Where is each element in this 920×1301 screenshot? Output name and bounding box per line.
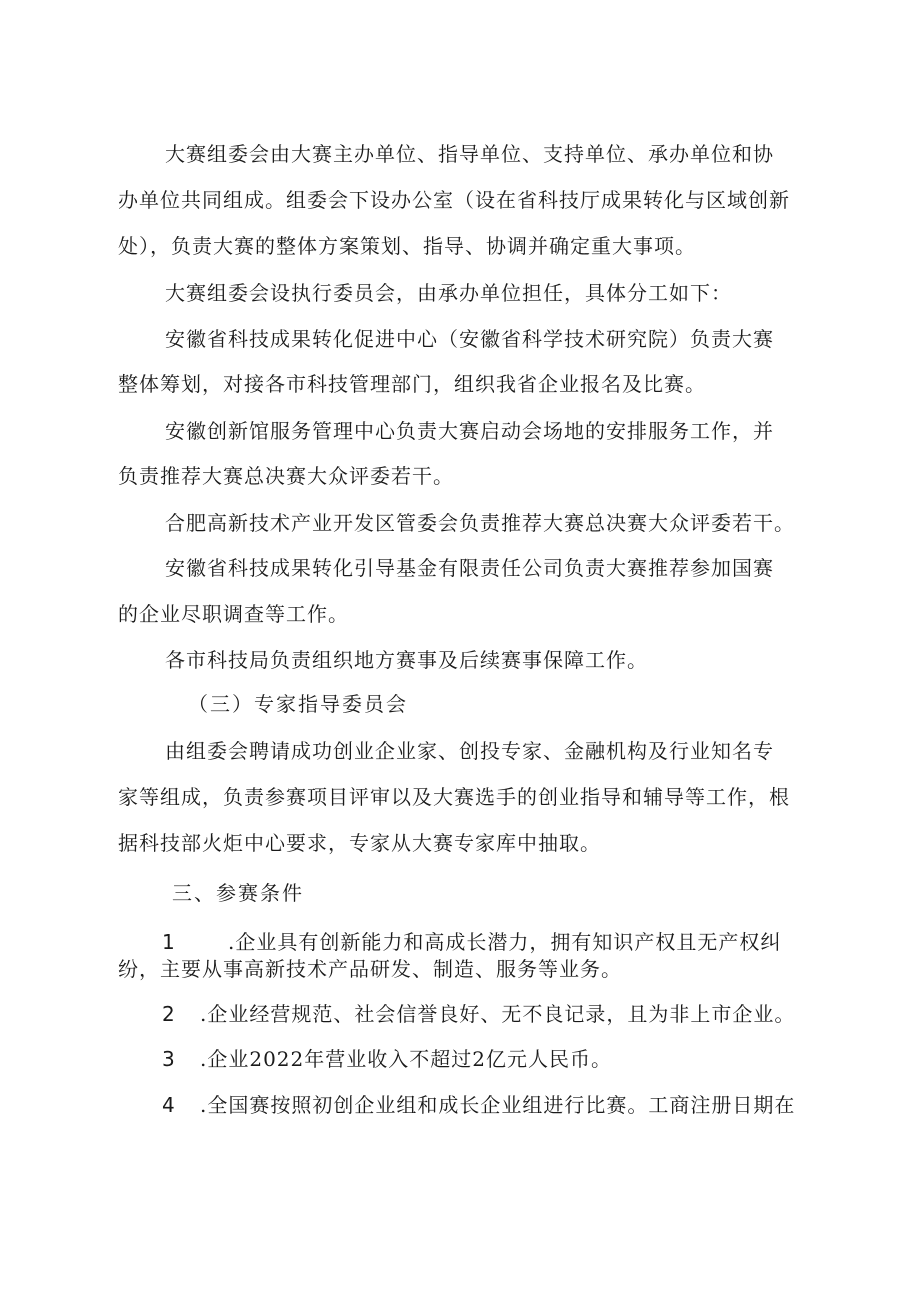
paragraph-innovation-hall-line-2: 负责推荐大赛总决赛大众评委若干。 — [118, 464, 454, 488]
paragraph-organizing-committee-line-3: 处），负责大赛的整体方案策划、指导、协调并确定重大事项。 — [118, 234, 696, 258]
condition-1-line-2: 纷，主要从事高新技术产品研发、制造、服务等业务。 — [118, 957, 622, 981]
condition-number: 2 — [162, 1002, 176, 1026]
condition-4 — [162, 1091, 795, 1119]
paragraph-executive-committee: 大赛组委会设执行委员会，由承办单位担任，具体分工如下： — [165, 281, 732, 305]
paragraph-guidance-fund-line-1: 安徽省科技成果转化引导基金有限责任公司负责大赛推荐参加国赛 — [165, 556, 774, 580]
condition-number: 1 — [162, 930, 176, 954]
paragraph-hefei-hightech: 合肥高新技术产业开发区管委会负责推荐大赛总决赛大众评委若干。 — [165, 511, 795, 535]
condition-text: .企业2022年营业收入不超过2亿元人民币。 — [200, 1047, 612, 1071]
condition-text: .企业具有创新能力和高成长潜力，拥有知识产权且无产权纠 — [228, 930, 782, 954]
paragraph-city-bureaus: 各市科技局负责组织地方赛事及后续赛事保障工作。 — [165, 648, 648, 672]
condition-text: .企业经营规范、社会信誉良好、无不良记录，且为非上市企业。 — [200, 1002, 796, 1026]
paragraph-organizing-committee-line-1: 大赛组委会由大赛主办单位、指导单位、支持单位、承办单位和协 — [165, 142, 774, 166]
paragraph-organizing-committee-line-2: 办单位共同组成。组委会下设办公室（设在省科技厅成果转化与区域创新 — [118, 188, 790, 212]
paragraph-conversion-center-line-1: 安徽省科技成果转化促进中心（安徽省科学技术研究院）负责大赛 — [165, 327, 774, 351]
paragraph-guidance-fund-line-2: 的企业尽职调查等工作。 — [118, 602, 349, 626]
condition-1-line-1 — [162, 928, 781, 956]
section-heading-eligibility: 三、参赛条件 — [172, 881, 304, 905]
section-heading-expert-committee: （三）专家指导委员会 — [188, 692, 408, 716]
paragraph-innovation-hall-line-1: 安徽创新馆服务管理中心负责大赛启动会场地的安排服务工作，并 — [165, 419, 774, 443]
condition-2 — [162, 1000, 795, 1028]
condition-text: .全国赛按照初创企业组和成长企业组进行比赛。工商注册日期在 — [200, 1093, 796, 1117]
condition-number: 4 — [162, 1093, 176, 1117]
paragraph-conversion-center-line-2: 整体筹划，对接各市科技管理部门，组织我省企业报名及比赛。 — [118, 372, 706, 396]
paragraph-experts-line-1: 由组委会聘请成功创业企业家、创投专家、金融机构及行业知名专 — [165, 739, 774, 763]
condition-number: 3 — [162, 1047, 176, 1071]
paragraph-experts-line-2: 家等组成，负责参赛项目评审以及大赛选手的创业指导和辅导等工作，根 — [118, 785, 790, 809]
condition-3 — [162, 1045, 612, 1073]
paragraph-experts-line-3: 据科技部火炬中心要求，专家从大赛专家库中抽取。 — [118, 831, 601, 855]
